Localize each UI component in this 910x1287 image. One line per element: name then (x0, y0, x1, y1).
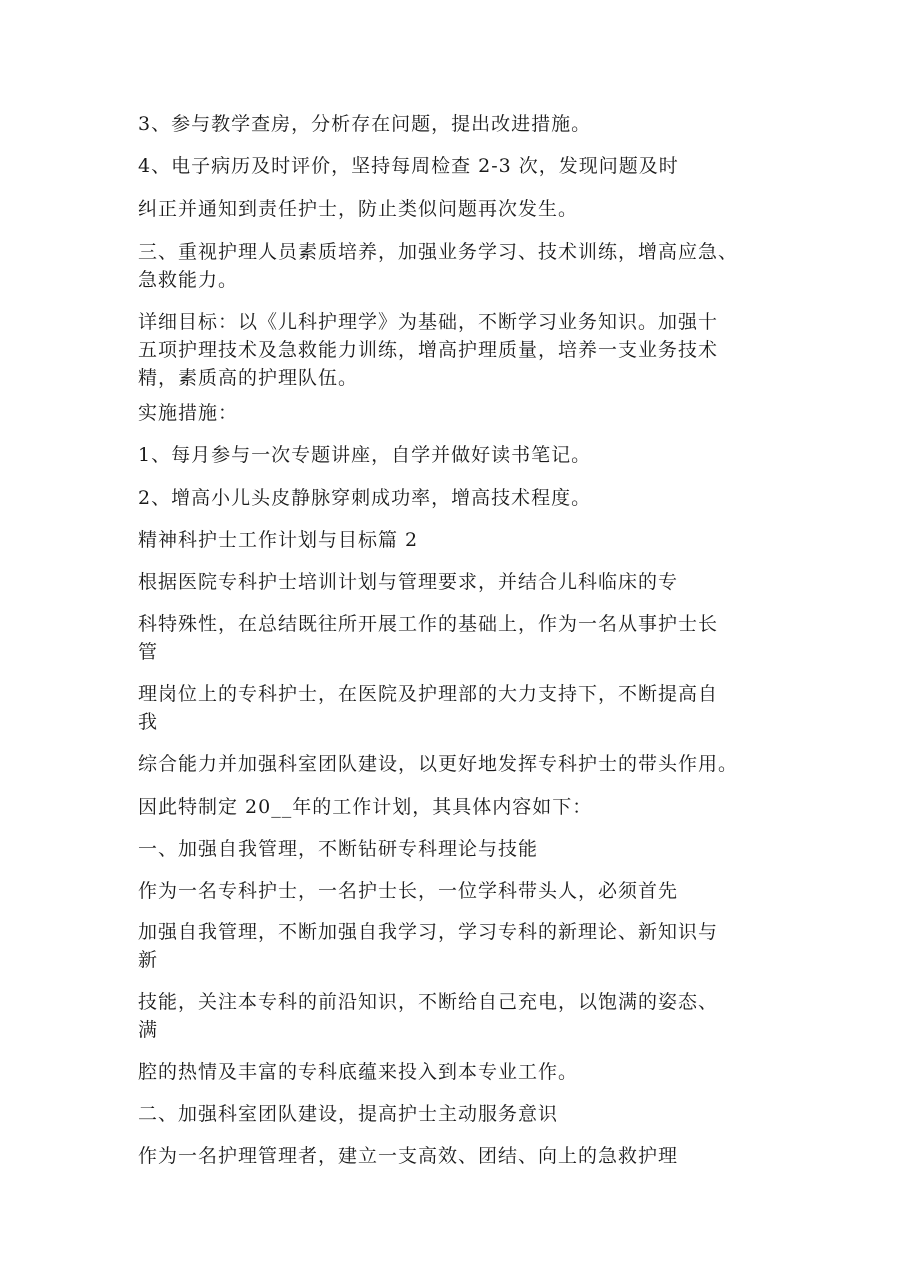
paragraph-line: 综合能力并加强科室团队建设，以更好地发挥专科护士的带头作用。 (138, 753, 739, 775)
paragraph-line: 纠正并通知到责任护士，防止类似问题再次发生。 (138, 198, 579, 220)
paragraph-line: 详细目标：以《儿科护理学》为基础，不断学习业务知识。加强十 五项护理技术及急救能力训练，增高护理质量，培养一支业务技术 精，素质高的护理队伍。 (138, 311, 719, 389)
paragraph-line: 加强自我管理，不断加强自我学习，学习专科的新理论、新知识与 新 (138, 921, 719, 971)
paragraph-line: 技能，关注本专科的前沿知识，不断给自己充电，以饱满的姿态、 满 (138, 991, 719, 1041)
paragraph-line: 2、增高小儿头皮静脉穿刺成功率，增高技术程度。 (138, 487, 592, 509)
paragraph-line: 理岗位上的专科护士，在医院及护理部的大力支持下，不断提高自 我 (138, 683, 719, 733)
paragraph-line: 科特殊性，在总结既往所开展工作的基础上，作为一名从事护士长 管 (138, 613, 719, 663)
section-heading: 一、加强自我管理，不断钻研专科理论与技能 (138, 838, 539, 860)
article-title: 精神科护士工作计划与目标篇 2 (138, 529, 419, 551)
paragraph-line: 腔的热情及丰富的专科底蕴来投入到本专业工作。 (138, 1061, 579, 1083)
paragraph-line: 4、电子病历及时评价，坚持每周检查 2-3 次，发现问题及时 (138, 155, 679, 177)
paragraph-line: 因此特制定 20__年的工作计划，其具体内容如下： (138, 796, 593, 818)
paragraph-label: 实施措施： (138, 402, 239, 424)
paragraph-line: 作为一名专科护士，一名护士长，一位学科带头人，必须首先 (138, 880, 679, 902)
paragraph-line: 作为一名护理管理者，建立一支高效、团结、向上的急救护理 (138, 1145, 679, 1167)
section-heading: 三、重视护理人员素质培养，加强业务学习、技术训练，增高应急、 急救能力。 (138, 241, 739, 291)
paragraph-line: 根据医院专科护士培训计划与管理要求，并结合儿科临床的专 (138, 571, 679, 593)
paragraph-line: 3、参与教学查房，分析存在问题，提出改进措施。 (138, 113, 592, 135)
section-heading: 二、加强科室团队建设，提高护士主动服务意识 (138, 1103, 559, 1125)
paragraph-line: 1、每月参与一次专题讲座，自学并做好读书笔记。 (138, 444, 592, 466)
